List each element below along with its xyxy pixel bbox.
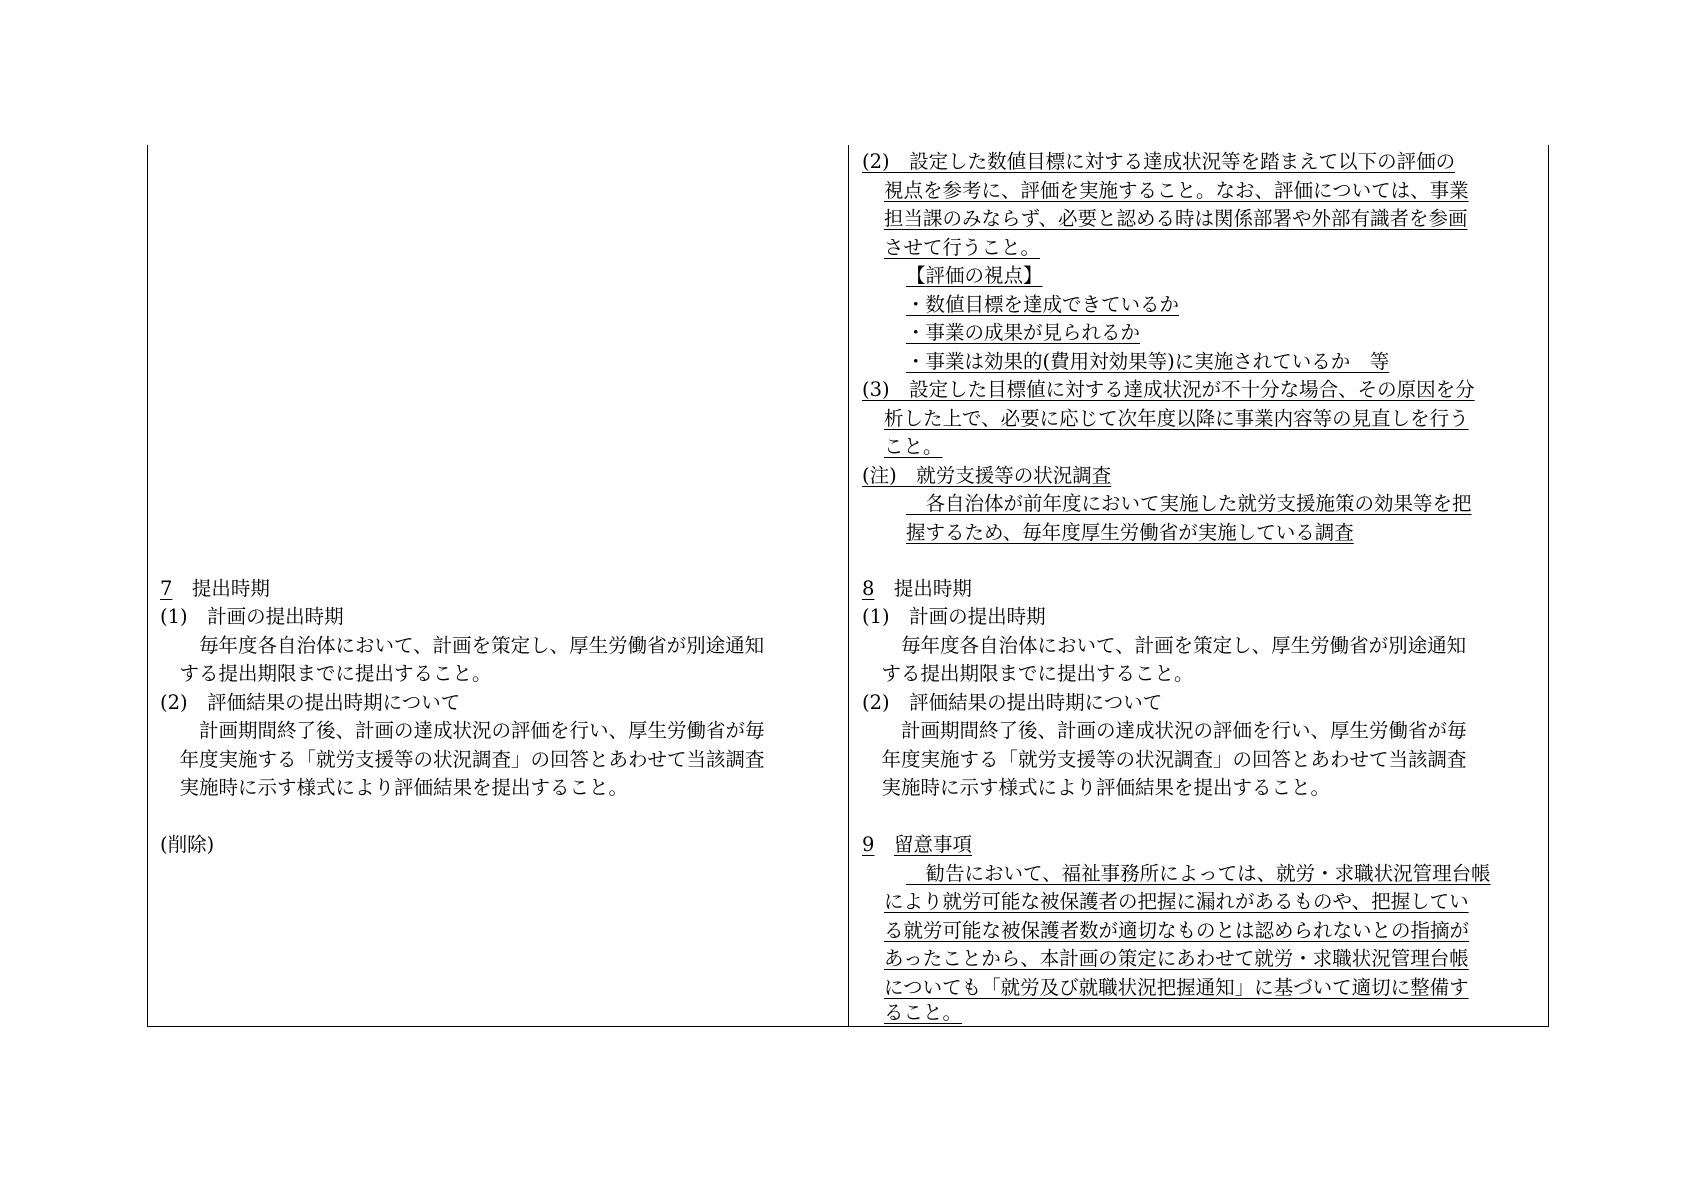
right-sub2-body-line: 計画期間終了後、計画の達成状況の評価を行い、厚生労働省が毎 [862,719,1467,742]
section-7-heading [160,575,270,603]
section-7-title: 提出時期 [172,577,270,600]
right-sub1-body-line: する提出期限までに提出すること。 [862,662,1194,685]
right-para-3-line: 析した上で、必要に応じて次年度以降に事業内容等の見直しを行う [884,407,1469,430]
right-para-2-line: させて行うこと。 [884,236,1041,259]
section-8-title: 提出時期 [874,577,972,600]
section-9-body-line: ること。 [884,1001,963,1024]
section-8-number: 8 [862,577,875,600]
viewpoint-heading: 【評価の視点】 [906,264,1043,287]
right-para-3-line: こと。 [884,435,943,458]
right-para-2-line: 視点を参考に、評価を実施すること。なお、評価については、事業 [884,179,1469,202]
note-body-line: 各自治体が前年度において実施した就労支援施策の効果等を把 [906,492,1472,515]
right-sub1-heading: (1) 計画の提出時期 [862,605,1046,628]
section-9-title: 留意事項 [893,833,972,856]
section-9-heading [862,831,972,859]
section-9-body-line: る就労可能な被保護者数が適切なものとは認められないとの指摘が [884,919,1470,942]
left-sub2-body-line: 実施時に示す様式により評価結果を提出すること。 [160,776,629,799]
right-sub1-body-line: 毎年度各自治体において、計画を策定し、厚生労働省が別途通知 [862,634,1467,657]
left-sub2-heading: (2) 評価結果の提出時期について [160,691,461,714]
viewpoint-item: ・数値目標を達成できているか [906,293,1180,316]
right-sub2-heading: (2) 評価結果の提出時期について [862,691,1163,714]
column-divider [848,145,849,1027]
left-sub1-body-line: 毎年度各自治体において、計画を策定し、厚生労働省が別途通知 [160,634,765,657]
deleted-marker: (削除) [160,833,215,856]
section-9-body-line: 勧告において、福祉事務所によっては、就労・求職状況管理台帳 [906,862,1491,885]
right-para-2-line: (2) 設定した数値目標に対する達成状況等を踏まえて以下の評価の [862,150,1456,173]
right-sub2-body-line: 実施時に示す様式により評価結果を提出すること。 [862,776,1331,799]
note-body-line: 握するため、毎年度厚生労働省が実施している調査 [906,521,1354,544]
section-9-body-line: あったことから、本計画の策定にあわせて就労・求職状況管理台帳 [884,947,1469,970]
right-sub2-body-line: 年度実施する「就労支援等の状況調査」の回答とあわせて当該調査 [862,748,1467,771]
section-7-number: 7 [160,577,173,600]
right-para-2-line: 担当課のみならず、必要と認める時は関係部署や外部有識者を参画 [884,207,1468,230]
section-9-body-line: についても「就労及び就職状況把握通知」に基づいて適切に整備す [884,976,1469,999]
viewpoint-item: ・事業の成果が見られるか [906,321,1141,344]
section-9-number: 9 [862,833,875,856]
left-sub1-body-line: する提出期限までに提出すること。 [160,662,492,685]
viewpoint-item: ・事業は効果的(費用対効果等)に実施されているか 等 [906,350,1390,373]
left-sub2-body-line: 計画期間終了後、計画の達成状況の評価を行い、厚生労働省が毎 [160,719,765,742]
right-para-3-line: (3) 設定した目標値に対する達成状況が不十分な場合、その原因を分 [862,378,1475,401]
section-9-body-line: により就労可能な被保護者の把握に漏れがあるものや、把握してい [884,890,1469,913]
left-sub1-heading: (1) 計画の提出時期 [160,605,344,628]
note-heading: (注) 就労支援等の状況調査 [862,464,1112,487]
section-8-heading [862,575,972,603]
left-sub2-body-line: 年度実施する「就労支援等の状況調査」の回答とあわせて当該調査 [160,748,765,771]
